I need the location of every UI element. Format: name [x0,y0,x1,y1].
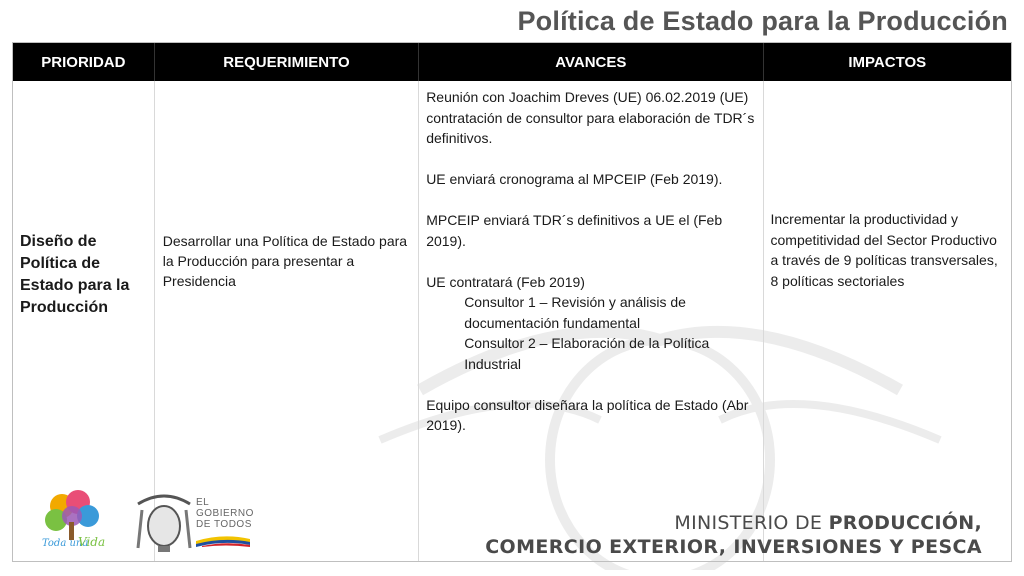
header-requerimiento: REQUERIMIENTO [155,43,419,81]
cell-requerimiento [155,81,419,561]
ministerio-line-1 [485,512,982,534]
prioridad-text: Diseño de Política de Estado para la Producción [20,233,130,316]
avances-subitem-consultor-2: Consultor 2 – Elaboración de la Política Industrial [464,335,710,372]
svg-text:Toda una: Toda una [42,538,89,549]
cell-impactos [764,81,1012,561]
ministerio-prefix: MINISTERIO DE [674,512,829,534]
cell-avances [419,81,763,561]
avances-item-4: UE contratará (Feb 2019) [426,273,585,290]
flag-stripes-icon [196,533,250,547]
gobierno-line-3: DE TODOS [196,519,252,530]
ministerio-line-2: COMERCIO EXTERIOR, INVERSIONES Y PESCA [485,536,982,558]
gobierno-de-todos-logo [196,497,254,530]
avances-text [426,87,758,456]
avances-subitem-consultor-1: Consultor 1 – Revisión y análisis de documentación fundamental [464,294,686,331]
avances-item-2: UE enviará cronograma al MPCEIP (Feb 2019). [426,171,723,187]
gobierno-line-2: GOBIERNO [196,508,254,519]
avances-item-3: MPCEIP enviará TDR´s definitivos a UE el (Feb 2019). [426,212,723,249]
gobierno-line-1: EL [196,497,210,508]
page-title: Política de Estado para la Producción [517,6,1008,36]
ministerio-produccion: PRODUCCIÓN, [828,512,982,534]
avances-item-5: Equipo consultor diseñara la política de Estado (Abr 2019). [426,396,749,433]
svg-text:Vida: Vida [78,535,106,549]
table-header-row [13,43,1011,81]
priority-table [12,42,1012,562]
table-row [13,81,1011,561]
header-avances: AVANCES [419,43,763,81]
impactos-text: Incrementar la productividad y competitividad del Sector Productivo a través de 9 políticas transversales, 8 políticas sectoriales [770,211,998,289]
toda-una-vida-logo [38,486,106,554]
ministerio-logo [485,512,982,558]
requerimiento-text: Desarrollar una Política de Estado para la Producción para presentar a Presidencia [162,233,408,289]
avances-item-1: Reunión con Joachim Dreves (UE) 06.02.2019 (UE) contratación de consultor para elaboración de TDR´s definitivos. [426,89,755,146]
header-prioridad: PRIORIDAD [13,43,155,81]
header-impactos: IMPACTOS [848,53,927,71]
ecuador-shield-logo [134,490,194,554]
